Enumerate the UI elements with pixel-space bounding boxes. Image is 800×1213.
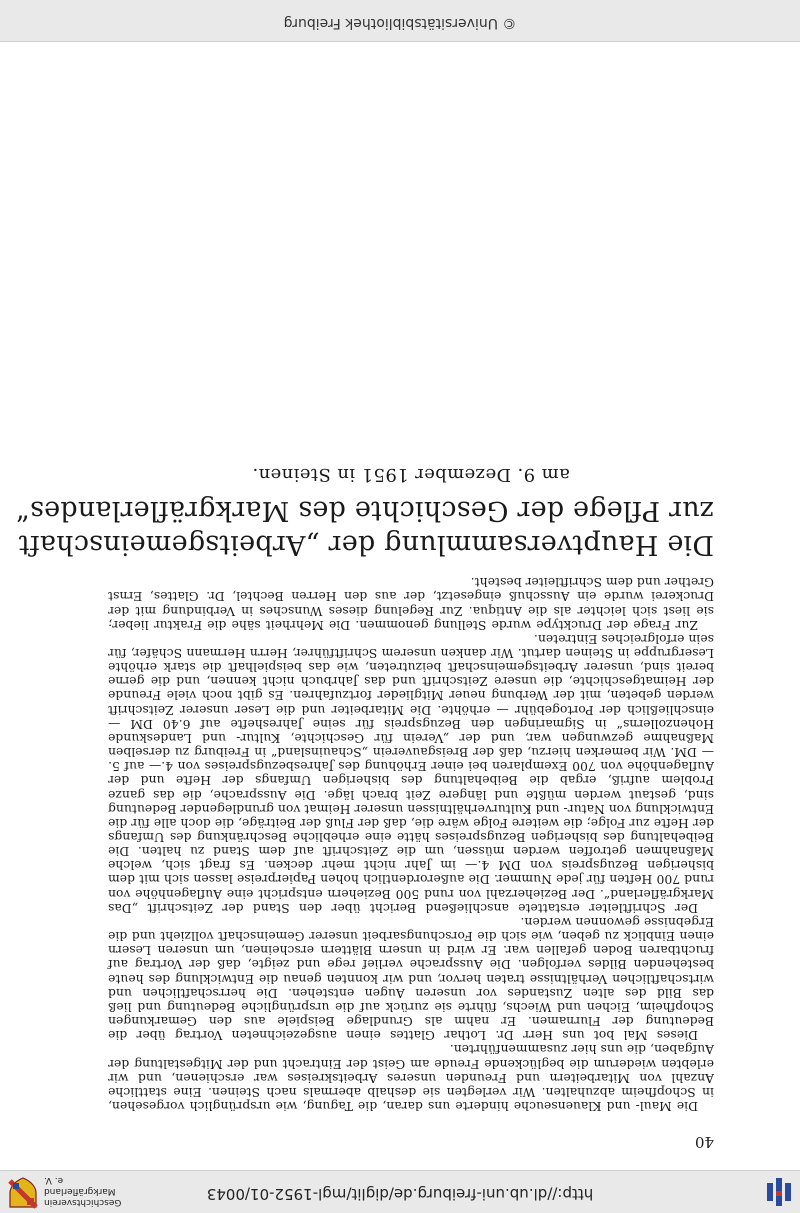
article-date-line: am 9. Dezember 1951 in Steinen. [252,464,570,486]
article-title-block [15,459,714,561]
society-name-line1: Geschichtsverein [44,1197,122,1207]
society-name-line2: Markgräflerland e. V. [44,1175,116,1196]
viewer-header-bar [0,1170,800,1213]
paragraph-1: Die Maul- und Klauenseuche hinderte uns daran, die Tagung, wie ursprünglich vorgesehen, in Schopfheim abzuhalten. Wir verlegten sie deshalb abermals nach Steinen. Eine stattliche Anzahl von Mitarbeitern und Freunden unseres Arbeitskreises war erschienen, und wir erlebten wiederum die beglückende Freude am Geist der Eintracht und der Mitgestaltung der Aufgaben, die uns hier zusammenführten. [108,1042,714,1113]
society-name [44,1174,122,1207]
footer-credit: © Universitätsbibliothek Freiburg [283,15,517,31]
article-body [15,459,714,1113]
viewer-footer-bar [0,0,800,42]
paragraph-4: Zur Frage der Drucktype wurde Stellung genommen. Die Mehrheit sähe die Fraktur lieber; sie liest sich leichter als die Antiqua. Zur Regelung dieses Wunsches in Verbindung mit der Druckerei wurde ein Ausschuß eingesetzt, der aus den Herren Bechtel, Dr. Glattes, Ernst Grether und dem Schriftleiter besteht. [108,575,714,632]
article-title-line-1: Die Hauptversammlung der „Arbeitsgemeinschaft [18,529,714,561]
paragraph-3: Der Schriftleiter erstattete anschließend Bericht über den Stand der Zeitschrift „Das Markgräflerland“. Der Bezieherzahl von rund 500 Beziehern entspricht eine Auflagenhöhe von rund 700 Heften für jede Nummer. Die außerordentlich hohen Papierpreise lassen sich mit dem bisherigen Bezugspreis von DM 4.— im Jahr nicht mehr decken. Es fragt sich, welche Maßnahmen getroffen werden müssen, um die Zeitschrift auf dem Stand zu halten. Die Beibehaltung des bisherigen Bezugspreises hätte eine erhebliche Beschränkung des Umfangs der Hefte zur Folge; die weitere Folge wäre die, daß der Fluß der Beiträge, die doch alle für die Entwicklung von Natur- und Kulturverhältnissen unserer Heimat von grundlegender Bedeutung sind, gestaut werden müßte und längere Zeit brach läge. Die Aussprache, die das ganze Problem aufriß, ergab die Beibehaltung des bisherigen Umfangs der Hefte und der Auflagenhöhe von 700 Exemplaren bei einer Erhöhung des Jahresbezugspreises von 4.— auf 5.— DM. Wir bemerken hierzu, daß der Breisgauverein „Schauinsland“ in Freiburg zu derselben Maßnahme gezwungen war, und der „Verein für Geschichte, Kultur- und Landeskunde Hohenzollerns“ in Sigmaringen den Bezugspreis für seine Jahreshefte auf 6.40 DM — einschließlich der Portogebühr — erhöhte. Die Mitarbeiter und die Leser unserer Zeitschrift werden gebeten, mit der Werbung neuer Mitglieder fortzufahren. Es gibt noch viele Freunde der Heimatgeschichte, die unsere Zeitschrift und das Jahrbuch nicht kennen, und die gerne bereit sind, unserer Arbeitsgemeinschaft beizutreten, wie das beispielhaft die stark erhöhte Lesergruppe in Steinen dartut. Wir danken unserem Schriftführer, Herrn Hermann Schäfer, für sein erfolgreiches Eintreten. [108,631,714,915]
coat-of-arms-icon [8,1177,38,1209]
paragraph-2: Dieses Mal bot uns Herr Dr. Lothar Glattes einen ausgezeichneten Vortrag über die Bedeutung der Flurnamen. Er nahm als Grundlage Beispiele aus den Gemarkungen Schopfheim, Eichen und Wiechs, führte sie zurück auf die ursprüngliche Bedeutung und ließ das Bild des alten Zustandes vor unseren Augen entstehen. Die herrschaftlichen und wirtschaftlichen Verhältnisse traten hervor, und wir konnten genau die Entwicklung des heute bestehenden Bildes verfolgen. Die Aussprache verlief rege und zeigte, daß der Vortrag auf fruchtbaren Boden gefallen war. Er wird in unsern Blättern erscheinen, um unseren Lesern einen Einblick zu geben, wie sich die Forschungsarbeit unserer Gemeinschaft vollzieht und die Ergebnisse gewonnen werden. [108,914,714,1043]
document-url[interactable]: http://dl.ub.uni-freiburg.de/diglit/mgl-1952-01/0043 [206,1185,594,1203]
page-number: 40 [694,1133,714,1151]
article-title-line-2: zur Pflege der Geschichte des Markgräflerlandes“ [15,495,714,527]
society-logo[interactable] [8,1175,122,1209]
